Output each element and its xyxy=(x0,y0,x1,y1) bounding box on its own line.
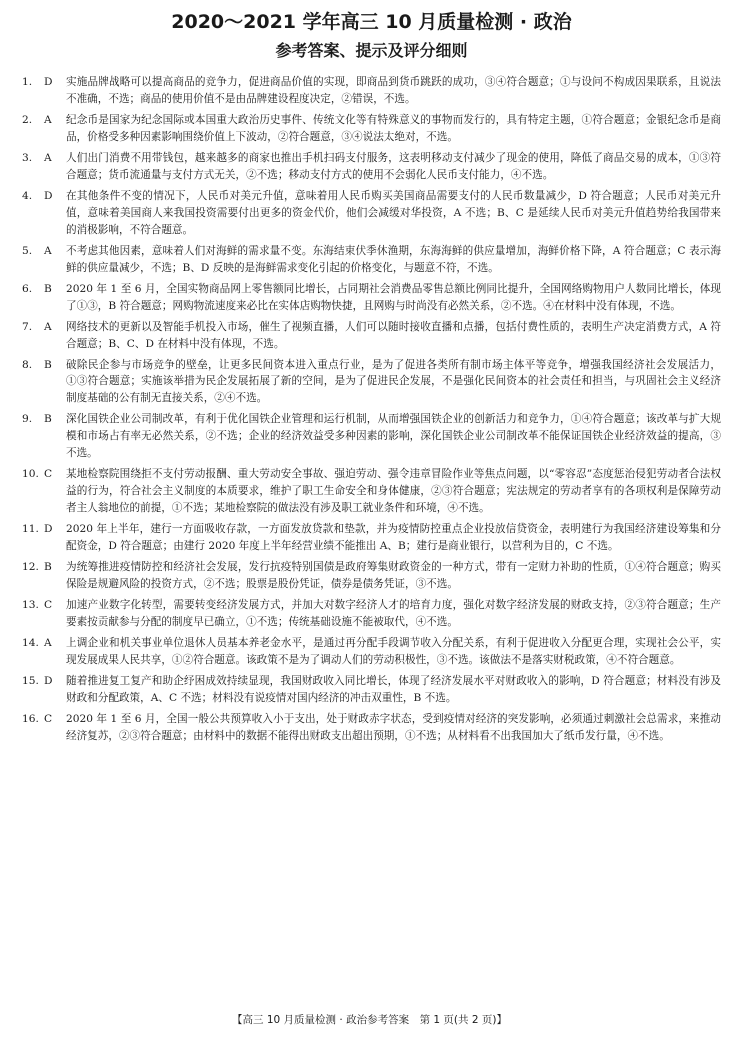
answer-letter: B xyxy=(44,561,52,574)
answer-item xyxy=(22,559,721,593)
explanation-text: 加速产业数字化转型，需要转变经济发展方式，并加大对数字经济人才的培育力度，强化对数字经济发展的财政支持，②③符合题意；生产要素按贡献参与分配的制度早已确立，①不选；传统基础设施不能被取代，④不选。 xyxy=(66,599,721,628)
answer-letter: B xyxy=(44,358,52,371)
answer-letter: D xyxy=(44,76,53,88)
explanation-text: 随着推进复工复产和助企纾困成效持续显现，我国财政收入同比增长，体现了经济发展水平对财政收入的影响，D 符合题意；材料没有涉及财政和分配政策，A、C 不选；材料没有说疫情对国内经济的冲击双重性，B 不选。 xyxy=(66,674,721,704)
question-number: 14. xyxy=(22,636,39,649)
answer-item xyxy=(22,319,721,353)
answer-letter: B xyxy=(44,282,52,295)
answer-item xyxy=(22,188,721,238)
question-number: 16. xyxy=(22,712,39,725)
answer-letter: A xyxy=(44,113,52,126)
answer-letter: A xyxy=(44,244,52,257)
answer-letter: C xyxy=(44,468,53,481)
answer-letter: A xyxy=(44,636,52,649)
explanation-text: 网络技术的更新以及智能手机投入市场，催生了视频直播，人们可以随时接收直播和点播，包括付费性质的，表明生产决定消费方式，A 符合题意；B、C、D 在材料中没有体现，不选。 xyxy=(66,320,721,350)
answer-item xyxy=(22,521,721,555)
question-number: 3. xyxy=(22,151,33,164)
question-number: 2. xyxy=(22,113,33,126)
explanation-text: 深化国铁企业公司制改革，有利于优化国铁企业管理和运行机制，从而增强国铁企业的创新活力和竞争力，①④符合题意；该改革与扩大规模和市场占有率无必然关系，②不选；企业的经济效益受多种因素的影响，深化国铁企业公司制改革不能保证国铁企业经济效益的提高，③不选。 xyxy=(66,413,721,460)
answer-item xyxy=(22,673,721,707)
explanation-text: 实施品牌战略可以提高商品的竞争力，促进商品价值的实现，即商品到货币跳跃的成功，③④符合题意；①与设问不构成因果联系，且说法不准确，不选；商品的使用价值不是由品牌建设程度决定，②错误，不选。 xyxy=(66,76,721,105)
answer-letter: A xyxy=(44,320,52,333)
answer-item xyxy=(22,74,721,108)
question-number: 12. xyxy=(22,561,39,574)
answer-letter: A xyxy=(44,151,52,164)
question-number: 6. xyxy=(22,282,33,295)
question-number: 11. xyxy=(22,523,39,536)
explanation-text: 2020 年 1 至 6 月，全国一般公共预算收入小于支出，处于财政赤字状态，受到疫情对经济的突发影响，必须通过刺激社会总需求，来推动经济复苏，②③符合题意；由材料中的数据不能得出财政支出超出预期，①不选；从材料看不出我国加大了纸币发行量，④不选。 xyxy=(66,712,721,742)
question-number: 7. xyxy=(22,320,33,333)
question-number: 15. xyxy=(22,674,39,687)
answer-item xyxy=(22,597,721,631)
answer-item xyxy=(22,150,721,184)
explanation-text: 上调企业和机关事业单位退休人员基本养老金水平，是通过再分配手段调节收入分配关系，有利于促进收入分配更合理，实现社会公平，实现发展成果人民共享，①②符合题意。该政策不是为了调动人们的劳动积极性，③不选。该做法不是落实财税政策，④不符合题意。 xyxy=(66,636,721,666)
question-number: 13. xyxy=(22,599,39,611)
explanation-text: 2020 年上半年，建行一方面吸收存款，一方面发放贷款和垫款，并为疫情防控重点企业投放信贷资金，表明建行为我国经济建设筹集和分配资金，D 符合题意；由建行 2020 年度上半年经营业绩不能推出 A、B；建行是商业银行，以营利为目的，C 不选。 xyxy=(66,523,721,552)
explanation-text: 2020 年 1 至 6 月，全国实物商品网上零售额同比增长，占同期社会消费品零售总额比例同比提升，全国网络购物用户人数同比增长，体现了①③，B 符合题意；网购物流速度来必比在实体店购物快捷，且网购与时尚没有必然关系，②不选。④在材料中没有体现，不选。 xyxy=(66,282,721,312)
question-number: 8. xyxy=(22,358,33,371)
answer-item xyxy=(22,411,721,461)
answer-list xyxy=(22,74,721,745)
page-footer: 【高三 10 月质量检测 · 政治参考答案 第 1 页(共 2 页)】 xyxy=(232,1014,507,1026)
explanation-text: 为统筹推进疫情防控和经济社会发展，发行抗疫特别国债是政府筹集财政资金的一种方式，带有一定财力补助的性质，①④符合题意；购买保险是规避风险的投资方式，②不选；股票是股份凭证，债券是债务凭证，③不选。 xyxy=(66,561,721,590)
question-number: 9. xyxy=(22,413,33,426)
page-subtitle: 参考答案、提示及评分细则 xyxy=(275,41,468,60)
question-number: 1. xyxy=(22,76,33,88)
explanation-text: 在其他条件不变的情况下，人民币对美元升值，意味着用人民币购买美国商品需要支付的人民币数量减少，D 符合题意；人民币对美元升值，意味着美国商人来我国投资需要付出更多的资金代价，他们会减缓对华投资，A 不选；B、C 是延续人民币对美元升值趋势给我国带来的消极影响，不符合题意。 xyxy=(66,189,721,236)
answer-letter: C xyxy=(44,599,53,611)
answer-letter: C xyxy=(44,712,53,725)
page-title: 2020～2021 学年高三 10 月质量检测 · 政治 xyxy=(171,11,572,33)
explanation-text: 纪念币是国家为纪念国际或本国重大政治历史事件、传统文化等有特殊意义的事物而发行的，具有特定主题，①符合题意；金银纪念币是商品，价格受多种因素影响围绕价值上下波动，②符合题意，③④说法太绝对，不选。 xyxy=(66,113,721,143)
explanation-text: 人们出门消费不用带钱包，越来越多的商家也推出手机扫码支付服务，这表明移动支付减少了现金的使用，降低了商品交易的成本，①③符合题意；货币流通量与支付方式无关，②不选；移动支付方式的使用不会弱化人民币支付能力，④不选。 xyxy=(66,151,721,181)
answer-item xyxy=(22,112,721,146)
answer-item xyxy=(22,357,721,407)
question-number: 5. xyxy=(22,244,33,257)
answer-letter: B xyxy=(44,413,52,426)
explanation-text: 破除民企参与市场竞争的壁垒，让更多民间资本进入重点行业，是为了促进各类所有制市场主体平等竞争，增强我国经济社会发展活力，①③符合题意；实施该举措为民企发展拓展了新的空间，是为了促进民企发展，不是强化民间资本的社会责任和担当，与巩固社会主义经济制度基础的公有制无直接关系，②④不选。 xyxy=(66,358,721,405)
question-number: 4. xyxy=(22,189,33,202)
answer-letter: D xyxy=(44,523,53,536)
answer-item xyxy=(22,635,721,669)
answer-item xyxy=(22,243,721,277)
answer-item xyxy=(22,711,721,745)
question-number: 10. xyxy=(22,468,39,481)
answer-item xyxy=(22,281,721,315)
answer-letter: D xyxy=(44,674,53,687)
explanation-text: 某地检察院围绕拒不支付劳动报酬、重大劳动安全事故、强迫劳动、强令违章冒险作业等焦点问题，以“零容忍”态度惩治侵犯劳动者合法权益的行为，符合社会主义制度的本质要求，维护了职工生命安全和身体健康，②③符合题意；宪法规定的劳动者享有的各项权利是保障劳动者主人翁地位的前提，①不选；某地检察院的做法没有涉及职工就业条件和环境，④不选。 xyxy=(66,468,721,514)
answer-letter: D xyxy=(44,189,53,202)
answer-item xyxy=(22,466,721,516)
explanation-text: 不考虑其他因素，意味着人们对海鲜的需求量不变。东海结束伏季休渔期，东海海鲜的供应量增加，海鲜价格下降，A 符合题意；C 表示海鲜的供应量减少，不选；B、D 反映的是海鲜需求变化引起的价格变化，与题意不符，不选。 xyxy=(66,244,721,274)
